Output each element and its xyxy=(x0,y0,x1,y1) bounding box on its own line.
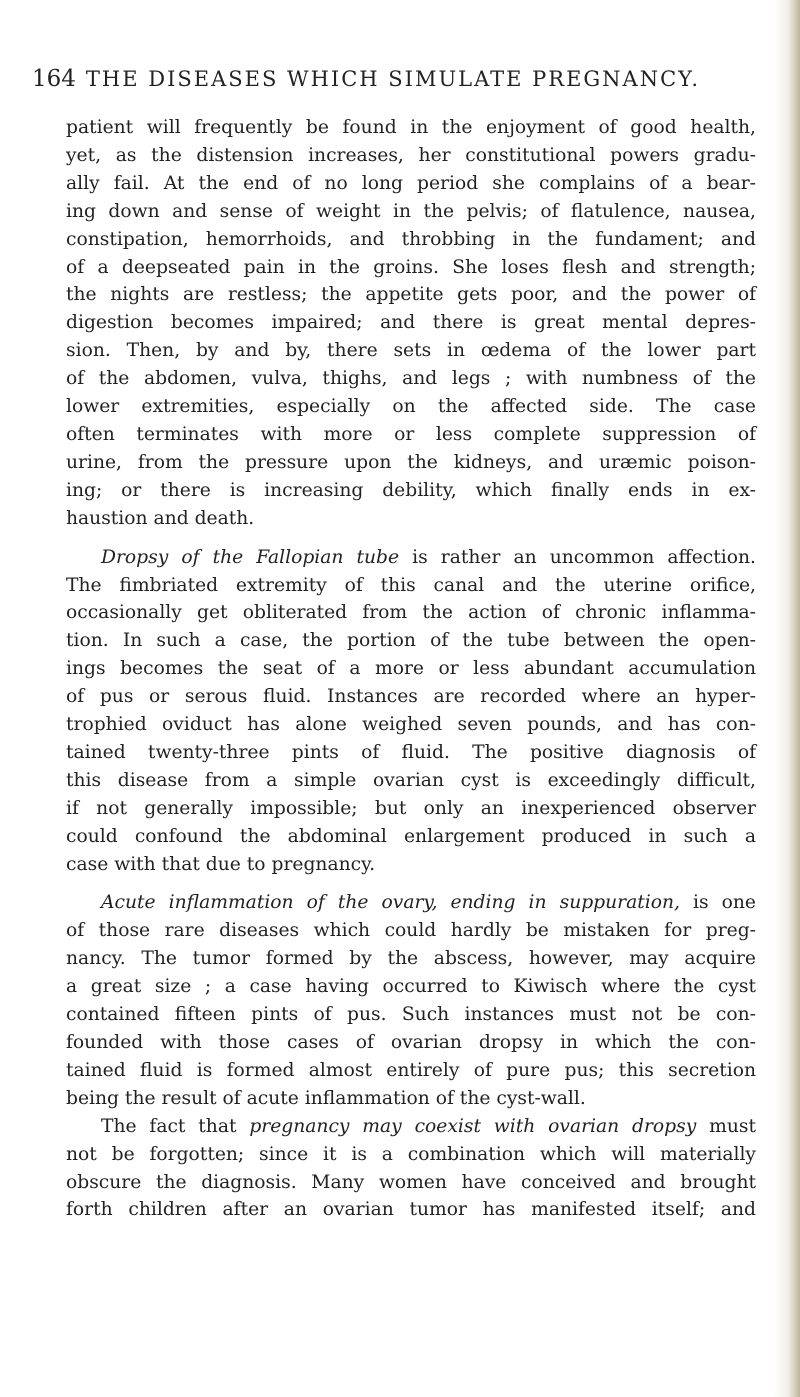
text-line: ally fail. At the end of no long period she complains of a bear- xyxy=(66,172,756,194)
text-line xyxy=(66,1113,756,1141)
text-line: tained twenty-three pints of fluid. The positive diagnosis of xyxy=(66,741,756,763)
text-line: patient will frequently be found in the enjoyment of good health, xyxy=(66,117,756,138)
text-line: urine, from the pressure upon the kidneys, and uræmic poison- xyxy=(66,451,756,473)
paragraph-1 xyxy=(66,114,756,533)
text-line: trophied oviduct has alone weighed seven pounds, and has con- xyxy=(66,714,756,736)
paragraph-2 xyxy=(66,544,756,879)
text-line: haustion and death. xyxy=(66,507,255,529)
text-line: could confound the abdominal enlargement produced in such a xyxy=(66,825,756,847)
text-line: The fimbriated extremity of this canal and the uterine orifice, xyxy=(66,574,756,596)
text-line: of a deepseated pain in the groins. She loses flesh and strength; xyxy=(66,256,756,278)
page-number: 164 xyxy=(32,66,76,92)
paragraph-4 xyxy=(66,1113,756,1225)
text-line: occasionally get obliterated from the action of chronic inflamma- xyxy=(66,602,756,624)
text-line: of the abdomen, vulva, thighs, and legs ; with numbness of the xyxy=(66,368,756,390)
text-line: not be forgotten; since it is a combination which will materially xyxy=(66,1143,756,1165)
text-line: sion. Then, by and by, there sets in œdema of the lower part xyxy=(66,340,756,362)
text-line: founded with those cases of ovarian dropsy in which the con- xyxy=(66,1032,756,1053)
text-line: lower extremities, especially on the affected side. The case xyxy=(66,396,756,418)
lead-rest: must xyxy=(696,1115,756,1137)
text-line: ings becomes the seat of a more or less abundant accumulation xyxy=(66,658,756,680)
lead-plain: The fact that xyxy=(101,1115,250,1137)
text-line: forth children after an ovarian tumor has manifested itself; and xyxy=(66,1199,756,1221)
italic-lead: pregnancy may coexist with ovarian dropsy xyxy=(249,1115,697,1137)
page-edge-shadow xyxy=(774,0,800,1397)
text-line: contained fifteen pints of pus. Such instances must not be con- xyxy=(66,1004,756,1026)
text-line: the nights are restless; the appetite gets poor, and the power of xyxy=(66,284,756,306)
text-line: ing down and sense of weight in the pelvis; of flatulence, nausea, xyxy=(66,200,756,222)
running-title: THE DISEASES WHICH SIMULATE PREGNANCY. xyxy=(85,67,700,91)
paragraph-3 xyxy=(66,889,756,1112)
text-line: if not generally impossible; but only an inexperienced observer xyxy=(66,797,756,819)
text-line: yet, as the distension increases, her constitutional powers gradu- xyxy=(66,144,756,166)
text-line: obscure the diagnosis. Many women have conceived and brought xyxy=(66,1171,756,1193)
text-line: digestion becomes impaired; and there is great mental depres- xyxy=(66,312,756,334)
text-line: case with that due to pregnancy. xyxy=(66,853,376,875)
italic-lead: Dropsy of the Fallopian tube xyxy=(101,546,400,568)
text-line: constipation, hemorrhoids, and throbbing in the fundament; and xyxy=(66,228,756,250)
text-line: being the result of acute inflammation of the cyst-wall. xyxy=(66,1087,586,1109)
lead-rest: is one xyxy=(679,892,756,914)
text-line xyxy=(66,889,756,917)
text-line: nancy. The tumor formed by the abscess, however, may acquire xyxy=(66,948,756,970)
italic-lead: Acute inflammation of the ovary, ending in suppuration, xyxy=(101,892,680,914)
text-line: of those rare diseases which could hardly be mistaken for preg- xyxy=(66,920,756,942)
running-header xyxy=(32,66,752,92)
text-line: tion. In such a case, the portion of the tube between the open- xyxy=(66,630,756,652)
text-line: of pus or serous fluid. Instances are recorded where an hyper- xyxy=(66,686,756,708)
text-line: often terminates with more or less complete suppression of xyxy=(66,423,756,445)
text-line: this disease from a simple ovarian cyst is exceedingly difficult, xyxy=(66,769,756,791)
lead-rest: is rather an uncommon affection. xyxy=(399,546,756,568)
text-line: ing; or there is increasing debility, which finally ends in ex- xyxy=(66,479,756,501)
text-line: tained fluid is formed almost entirely of pure pus; this secretion xyxy=(66,1059,756,1081)
text-line: a great size ; a case having occurred to Kiwisch where the cyst xyxy=(66,976,756,998)
text-line xyxy=(66,544,756,572)
body-text xyxy=(66,114,756,1224)
